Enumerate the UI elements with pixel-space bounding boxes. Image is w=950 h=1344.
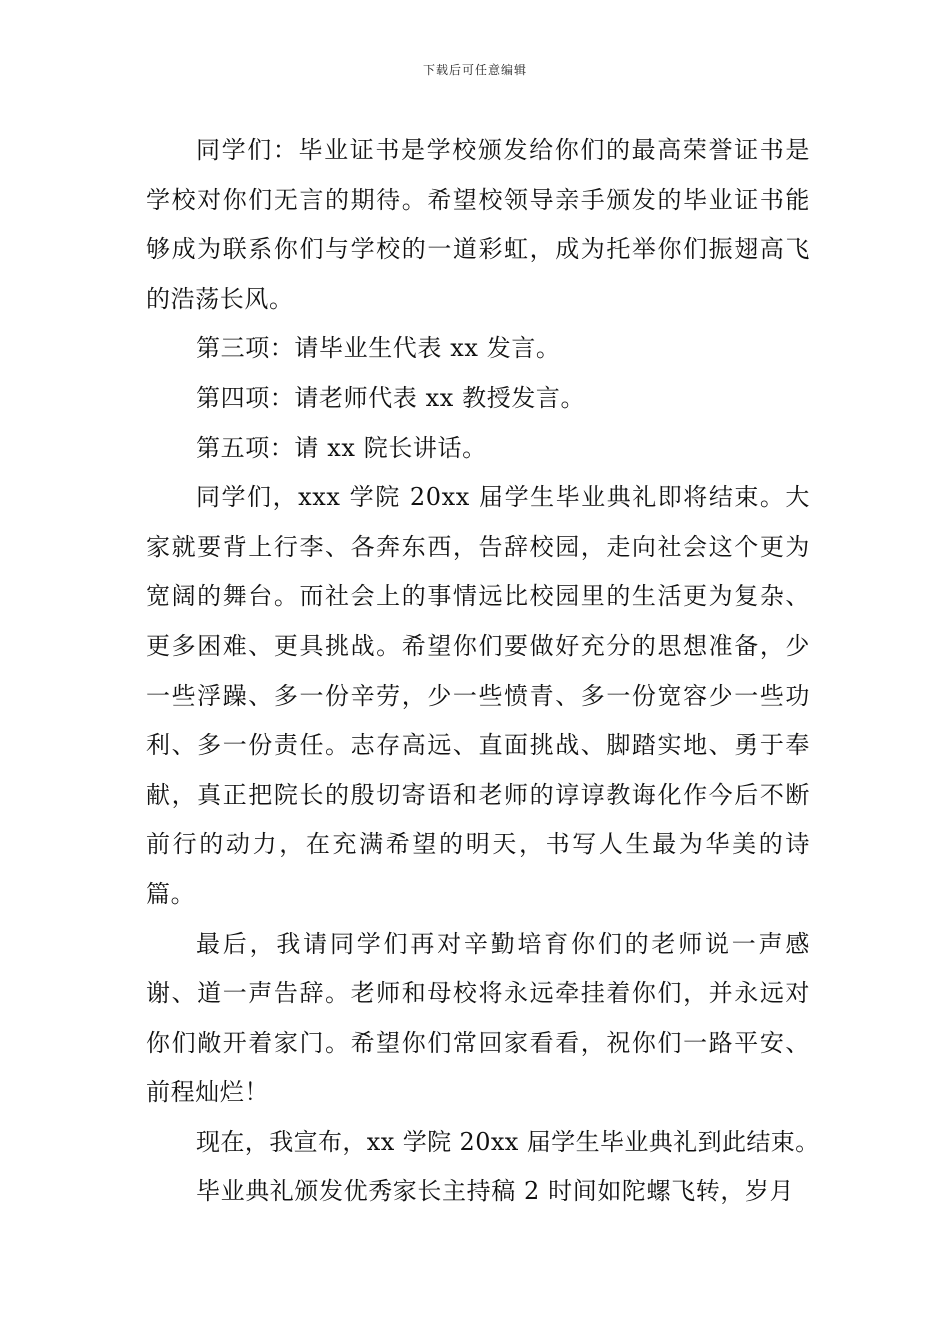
paragraph-next-section: 毕业典礼颁发优秀家长主持稿 2 时间如陀螺飞转，岁月 xyxy=(196,1177,795,1206)
paragraph-item-five: 第五项：请 xx 院长讲话。 xyxy=(196,433,487,462)
paragraph-closing-message: 同学们，xxx 学院 20xx 届学生毕业典礼即将结束。大家就要背上行李、各奔东西，告辞校园，走向社会这个更为宽阔的舞台。而社会上的事情远比校园里的生活更为复杂、更多困难、更具挑战。希望你们要做好充分的思想准备，少一些浮躁、多一份辛劳，少一些愤青、多一份宽容少一些功利、多一份责任。志存高远、直面挑战、脚踏实地、勇于奉献，真正把院长的殷切寄语和老师的谆谆教诲化作今后不断前行的动力，在充满希望的明天，书写人生最为华美的诗篇。 xyxy=(146,483,810,908)
page-header-note: 下载后可任意编辑 xyxy=(422,63,527,77)
paragraph-item-three: 第三项：请毕业生代表 xx 发言。 xyxy=(196,334,561,363)
paragraph-item-four: 第四项：请老师代表 xx 教授发言。 xyxy=(196,383,586,412)
document-body xyxy=(146,126,820,1217)
paragraph-thanks: 最后，我请同学们再对辛勤培育你们的老师说一声感谢、道一声告辞。老师和母校将永远牵挂着你们，并永远对你们敞开着家门。希望你们常回家看看，祝你们一路平安、前程灿烂！ xyxy=(146,929,810,1107)
paragraph-certificate: 同学们：毕业证书是学校颁发给你们的最高荣誉证书是学校对你们无言的期待。希望校领导亲手颁发的毕业证书能够成为联系你们与学校的一道彩虹，成为托举你们振翅高飞的浩荡长风。 xyxy=(146,136,810,313)
paragraph-announcement: 现在，我宣布，xx 学院 20xx 届学生毕业典礼到此结束。 xyxy=(196,1127,820,1156)
